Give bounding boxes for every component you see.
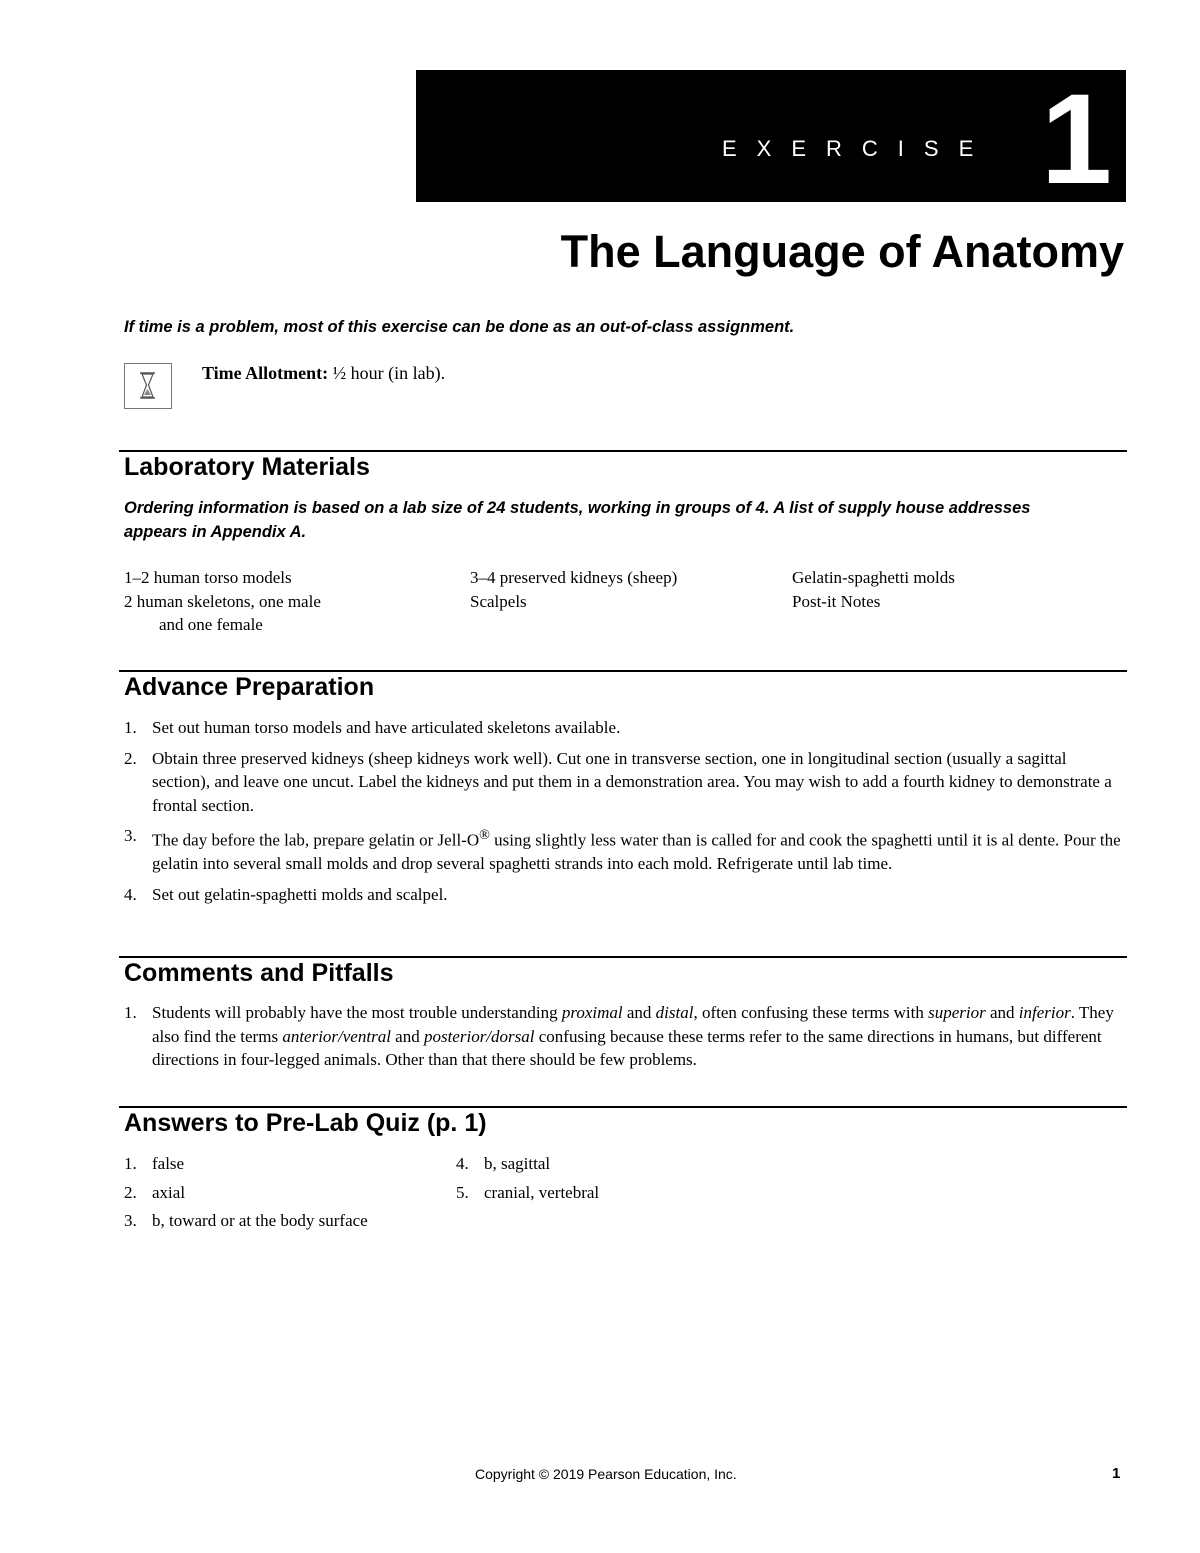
answer-number: 1. (124, 1154, 137, 1173)
exercise-number: 1 (1040, 68, 1112, 211)
item-text: Obtain three preserved kidneys (sheep kidneys work well). Cut one in transverse section, one in longitudinal section (usually a sagittal section), and leave one uncut. Label the kidneys and put them in a demonstration area. You may wish to add a fourth kidney to demonstrate a frontal section. (152, 748, 1112, 815)
material-item: Post-it Notes (792, 591, 881, 611)
section-divider (119, 450, 1127, 452)
item-text: . They also find the terms (152, 1003, 1114, 1046)
exercise-banner (416, 68, 1126, 211)
answer-number: 5. (456, 1182, 469, 1202)
item-text: Set out human torso models and have articulated skeletons available. (152, 718, 621, 737)
materials-column-1 (124, 566, 321, 637)
term-posterior-dorsal: posterior/dorsal (423, 1026, 535, 1046)
list-item (124, 824, 1127, 876)
term-proximal: proximal (561, 1003, 623, 1022)
section-divider (119, 956, 1127, 958)
item-text-end: using slightly less water than is called for and cook the spaghetti until it is al dente. Pour the gelatin into several small molds and drop several spaghetti strands into each mold. Refrigerate until lab time. (152, 830, 1121, 874)
material-item: Scalpels (470, 591, 527, 611)
section-divider (119, 1106, 1127, 1108)
quiz-answer (456, 1181, 599, 1205)
material-item-continuation: and one female (159, 615, 263, 634)
advance-preparation-heading: Advance Preparation (124, 673, 375, 701)
page-title: The Language of Anatomy (560, 226, 1124, 277)
quiz-answer (456, 1152, 599, 1176)
quiz-answer (124, 1181, 368, 1205)
section-divider (119, 670, 1127, 672)
item-text: and (622, 1003, 656, 1022)
material-item: Gelatin-spaghetti molds (792, 568, 955, 587)
answer-text: b, sagittal (484, 1154, 551, 1173)
quiz-answers-left (124, 1152, 368, 1238)
quiz-answer (124, 1152, 368, 1176)
item-text-start: The day before the lab, prepare gelatin or Jell-O (152, 830, 480, 850)
list-item (124, 1001, 1127, 1072)
item-number: 1. (124, 718, 137, 737)
answer-text: axial (152, 1182, 186, 1202)
item-text: and (390, 1026, 424, 1046)
page-number: 1 (1112, 1465, 1121, 1482)
material-item: 2 human skeletons, one male (124, 591, 321, 611)
answer-number: 2. (124, 1182, 137, 1202)
prelab-quiz-heading: Answers to Pre-Lab Quiz (p. 1) (124, 1109, 487, 1137)
time-allotment-label: Time Allotment: (202, 363, 329, 383)
hourglass-icon (124, 363, 172, 409)
item-number: 4. (124, 884, 137, 904)
answer-text: false (152, 1154, 185, 1173)
exercise-label: EXERCISE (722, 136, 994, 161)
list-item (124, 883, 1127, 907)
item-text: Students will probably have the most trouble understanding (152, 1003, 562, 1022)
material-item: 1–2 human torso models (124, 568, 292, 587)
materials-column-3 (792, 566, 955, 613)
time-allotment-value: ½ hour (in lab). (332, 363, 446, 383)
item-number: 2. (124, 748, 137, 768)
time-allotment (202, 363, 445, 384)
answer-text: b, toward or at the body surface (152, 1211, 368, 1230)
copyright-notice: Copyright © 2019 Pearson Education, Inc. (475, 1466, 737, 1482)
item-text: , often confusing these terms with (693, 1003, 929, 1022)
comments-list (124, 1001, 1127, 1079)
list-item (124, 716, 1127, 740)
material-item: 3–4 preserved kidneys (sheep) (470, 568, 678, 587)
answer-number: 3. (124, 1211, 137, 1230)
item-text: and (985, 1003, 1019, 1022)
answer-text: cranial, vertebral (484, 1182, 600, 1202)
item-number: 1. (124, 1003, 137, 1022)
term-inferior: inferior (1018, 1003, 1071, 1022)
term-distal: distal (655, 1003, 694, 1022)
intro-note: If time is a problem, most of this exercise can be done as an out-of-class assignment. (124, 318, 795, 336)
list-item (124, 747, 1127, 818)
advance-preparation-list (124, 716, 1127, 913)
quiz-answers-right (456, 1152, 599, 1209)
item-number: 3. (124, 826, 137, 845)
answer-number: 4. (456, 1154, 469, 1173)
quiz-answer (124, 1209, 368, 1233)
ordering-info: Ordering information is based on a lab size of 24 students, working in groups of 4. A list of supply house addresses appears in Appendix A. (124, 499, 1031, 541)
item-text: confusing because these terms refer to the same directions in humans, but different directions in four-legged animals. Other than that there should be few problems. (152, 1026, 1102, 1069)
registered-mark: ® (479, 827, 490, 843)
item-text: Set out gelatin-spaghetti molds and scalpel. (152, 884, 448, 904)
comments-and-pitfalls-heading: Comments and Pitfalls (124, 959, 394, 987)
term-anterior-ventral: anterior/ventral (282, 1026, 391, 1046)
laboratory-materials-heading: Laboratory Materials (124, 453, 370, 481)
materials-column-2 (470, 566, 677, 613)
term-superior: superior (928, 1003, 986, 1022)
